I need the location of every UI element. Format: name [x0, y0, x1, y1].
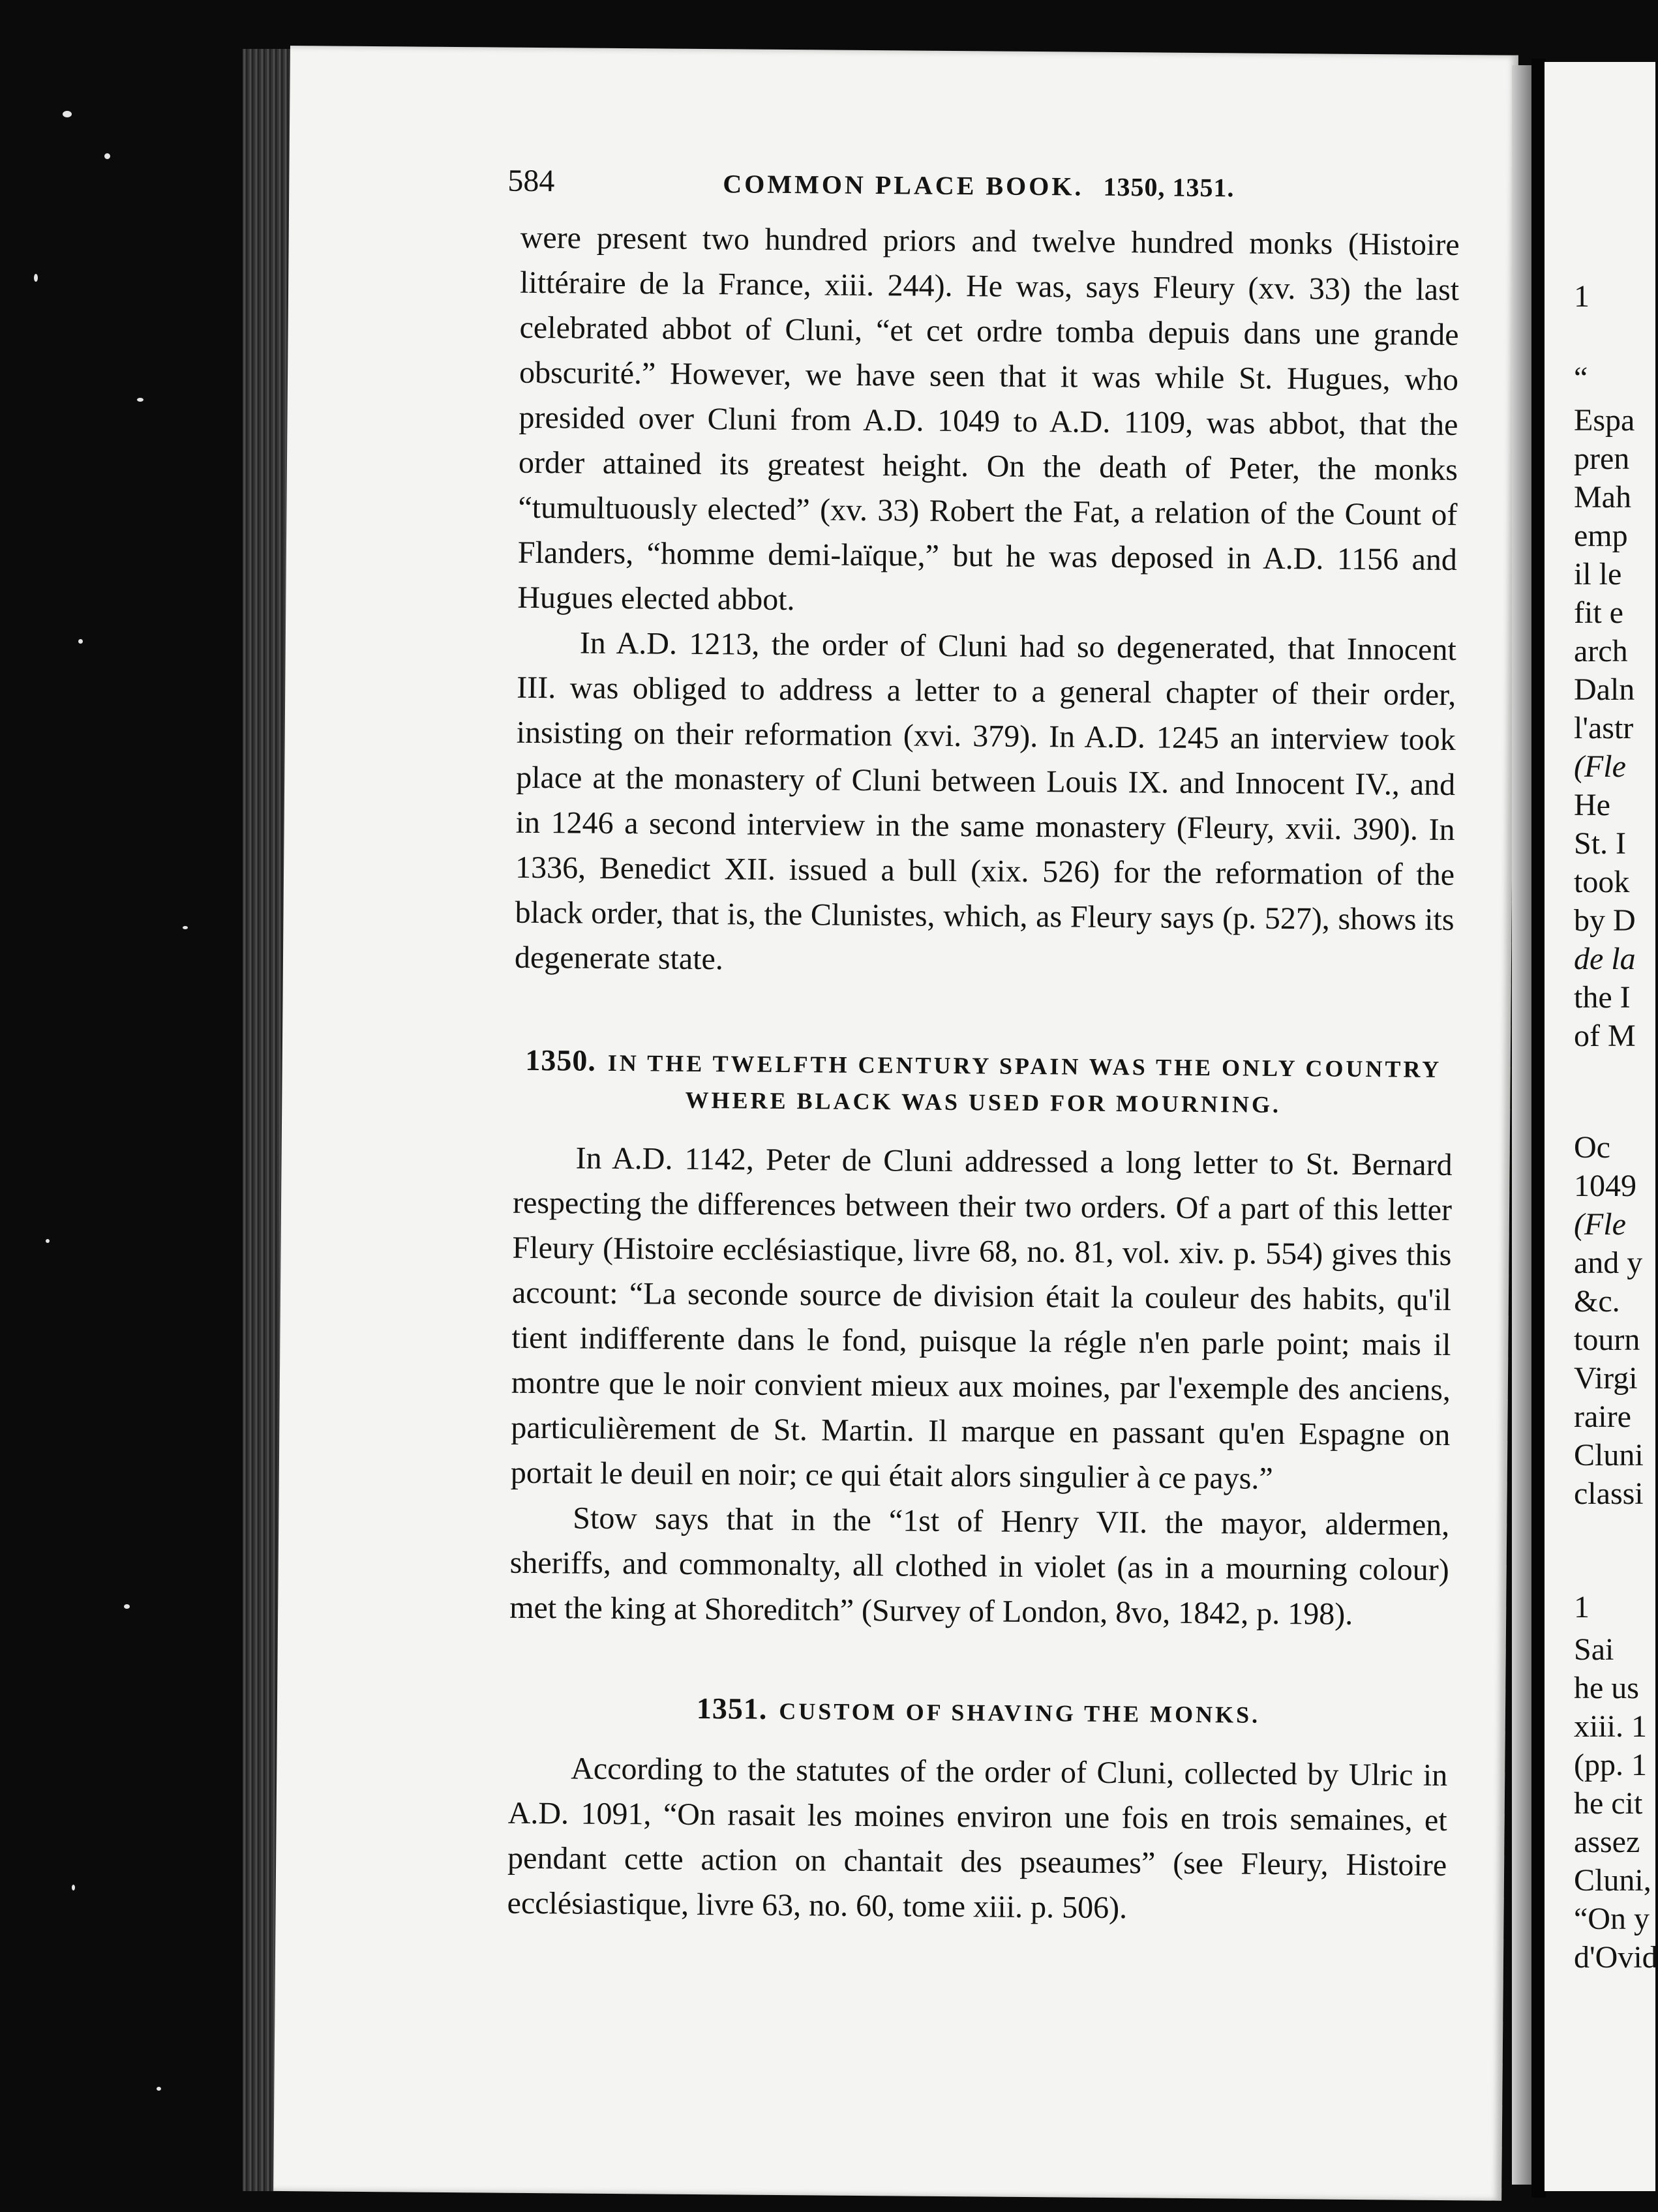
- scan-speck: [124, 1604, 130, 1609]
- scan-speck: [137, 398, 143, 402]
- intro-paragraph-2: In A.D. 1213, the order of Cluni had so degenerated, that Innocent III. was obliged to address a letter to a general chapter of their order, insisting on their reformation (xvi. 379). In A.D. 1245 an interview took place at the monastery of Cluni between Louis IX. and Innocent IV., and in 1246 a second interview in the same monastery (Fleury, xvii. 390). In 1336, Benedict XII. issued a bull (xix. 526) for the reformation of the black order, that is, the Clunistes, which, as Fleury says (p. 527), shows its degenerate state.: [514, 625, 1456, 977]
- page-gutter: [1531, 59, 1546, 2198]
- scan-speck: [104, 153, 110, 159]
- adjacent-line: Sai: [1574, 1632, 1614, 1667]
- adjacent-line: Cluni,: [1574, 1863, 1651, 1898]
- adjacent-line: (Fle: [1574, 749, 1626, 784]
- adjacent-line: Daln: [1574, 672, 1635, 707]
- scan-speck: [63, 111, 72, 117]
- adjacent-line: l'astr: [1574, 711, 1634, 745]
- adjacent-line: de la: [1574, 942, 1636, 976]
- adjacent-line: Mah: [1574, 480, 1631, 515]
- adjacent-line: “On y: [1574, 1902, 1650, 1936]
- section-1350-paragraph-1: In A.D. 1142, Peter de Cluni addressed a long letter to St. Bernard respecting the differences between their two orders. Of a part of this letter Fleury (Histoire ecclésiastique, livre 68, no. 81, vol. xiv. p. 554) gives this account: “La seconde source de division était la couleur des habits, qu'il tient indifferente dans le fond, puisque la régle n'en parle point; mais il montre que le noir convient mieux aux moines, par l'exemple des anciens, particulièrement de St. Martin. Il marque en passant qu'en Espagne on portait le deuil en noir; ce qui était alors singulier à ce pays.”: [510, 1141, 1453, 1496]
- section-1351-number: 1351.: [696, 1691, 768, 1726]
- running-years: 1350, 1351.: [1103, 172, 1235, 203]
- adjacent-line: emp: [1574, 518, 1628, 553]
- scan-speck: [72, 1885, 75, 1891]
- scan-speck: [46, 1239, 50, 1243]
- section-1350-heading-line2: WHERE BLACK WAS USED FOR MOURNING.: [685, 1086, 1282, 1118]
- adjacent-line: Cluni: [1574, 1438, 1644, 1472]
- adjacent-line: &c.: [1574, 1284, 1620, 1319]
- adjacent-line: assez: [1574, 1825, 1640, 1859]
- adjacent-line: 1049: [1574, 1169, 1636, 1203]
- adjacent-line: by D: [1574, 903, 1636, 938]
- adjacent-line: he cit: [1574, 1786, 1643, 1821]
- adjacent-line: (Fle: [1574, 1207, 1626, 1242]
- page-number: 584: [507, 163, 555, 199]
- section-1351-paragraph-1: According to the statutes of the order of Cluni, collected by Ulric in A.D. 1091, “On rasait les moines environ une fois en trois semaines, et pendant cette action on chantait des pseaumes” (see Fleury, Histoire ecclésiastique, livre 63, no. 60, tome xiii. p. 506).: [507, 1751, 1448, 1926]
- scan-speck: [157, 2087, 161, 2091]
- page-text: [507, 158, 1460, 1933]
- section-1350-paragraph-2: Stow says that in the “1st of Henry VII. the mayor, aldermen, sheriffs, and commonalty, all clothed in violet (as in a mourning colour) met the king at Shoreditch” (Survey of London, 8vo, 1842, p. 198).: [509, 1501, 1450, 1632]
- adjacent-line: the I: [1574, 980, 1631, 1015]
- adjacent-line: and y: [1574, 1246, 1643, 1280]
- adjacent-line: He: [1574, 788, 1610, 822]
- adjacent-line: 1: [1574, 1590, 1590, 1624]
- section-1350-heading-line1: IN THE TWELFTH CENTURY SPAIN WAS THE ONLY COUNTRY: [607, 1049, 1442, 1083]
- adjacent-line: of M: [1574, 1019, 1636, 1053]
- adjacent-line: Oc: [1574, 1130, 1610, 1165]
- scan-speck: [183, 926, 188, 929]
- adjacent-line: “: [1574, 361, 1588, 395]
- page-edge-shadow: [1512, 65, 1531, 2185]
- main-page: [273, 46, 1518, 2201]
- adjacent-line: tourn: [1574, 1323, 1640, 1357]
- adjacent-line: fit e: [1574, 595, 1623, 630]
- adjacent-line: took: [1574, 865, 1630, 899]
- adjacent-page: [1545, 62, 1658, 2191]
- adjacent-line: xiii. 1: [1574, 1709, 1648, 1744]
- adjacent-line: Virgi: [1574, 1361, 1638, 1396]
- adjacent-line: raire: [1574, 1399, 1631, 1434]
- section-1351-heading-text: CUSTOM OF SHAVING THE MONKS.: [779, 1697, 1261, 1728]
- running-header: [507, 158, 1460, 212]
- adjacent-line: (pp. 1: [1574, 1748, 1647, 1782]
- adjacent-line: 1: [1574, 279, 1590, 314]
- section-1350-number: 1350.: [525, 1043, 597, 1077]
- scan-speck: [34, 274, 38, 282]
- adjacent-line: il le: [1574, 557, 1622, 591]
- adjacent-line: arch: [1574, 634, 1628, 668]
- intro-paragraph-1: were present two hundred priors and twelve hundred monks (Histoire littéraire de la France, xiii. 244). He was, says Fleury (xv. 33) the last celebrated abbot of Cluni, “et cet ordre tomba depuis dans une grande obscurité.” However, we have seen that it was while St. Hugues, who presided over Cluni from A.D. 1049 to A.D. 1109, was abbot, that the order attained its greatest height. On the death of Peter, the monks “tumultuously elected” (xv. 33) Robert the Fat, a relation of the Count of Flanders, “homme demi-laïque,” but he was deposed in A.D. 1156 and Hugues elected abbot.: [517, 220, 1460, 618]
- adjacent-line: pren: [1574, 441, 1630, 476]
- adjacent-line: he us: [1574, 1671, 1639, 1705]
- adjacent-line: classi: [1574, 1476, 1644, 1511]
- adjacent-line: St. I: [1574, 826, 1627, 861]
- running-title: COMMON PLACE BOOK.: [723, 169, 1084, 202]
- scan-speck: [78, 639, 83, 644]
- adjacent-line: Espa: [1574, 403, 1635, 438]
- adjacent-line: d'Ovid: [1574, 1940, 1658, 1975]
- section-1350-heading: [513, 1042, 1453, 1124]
